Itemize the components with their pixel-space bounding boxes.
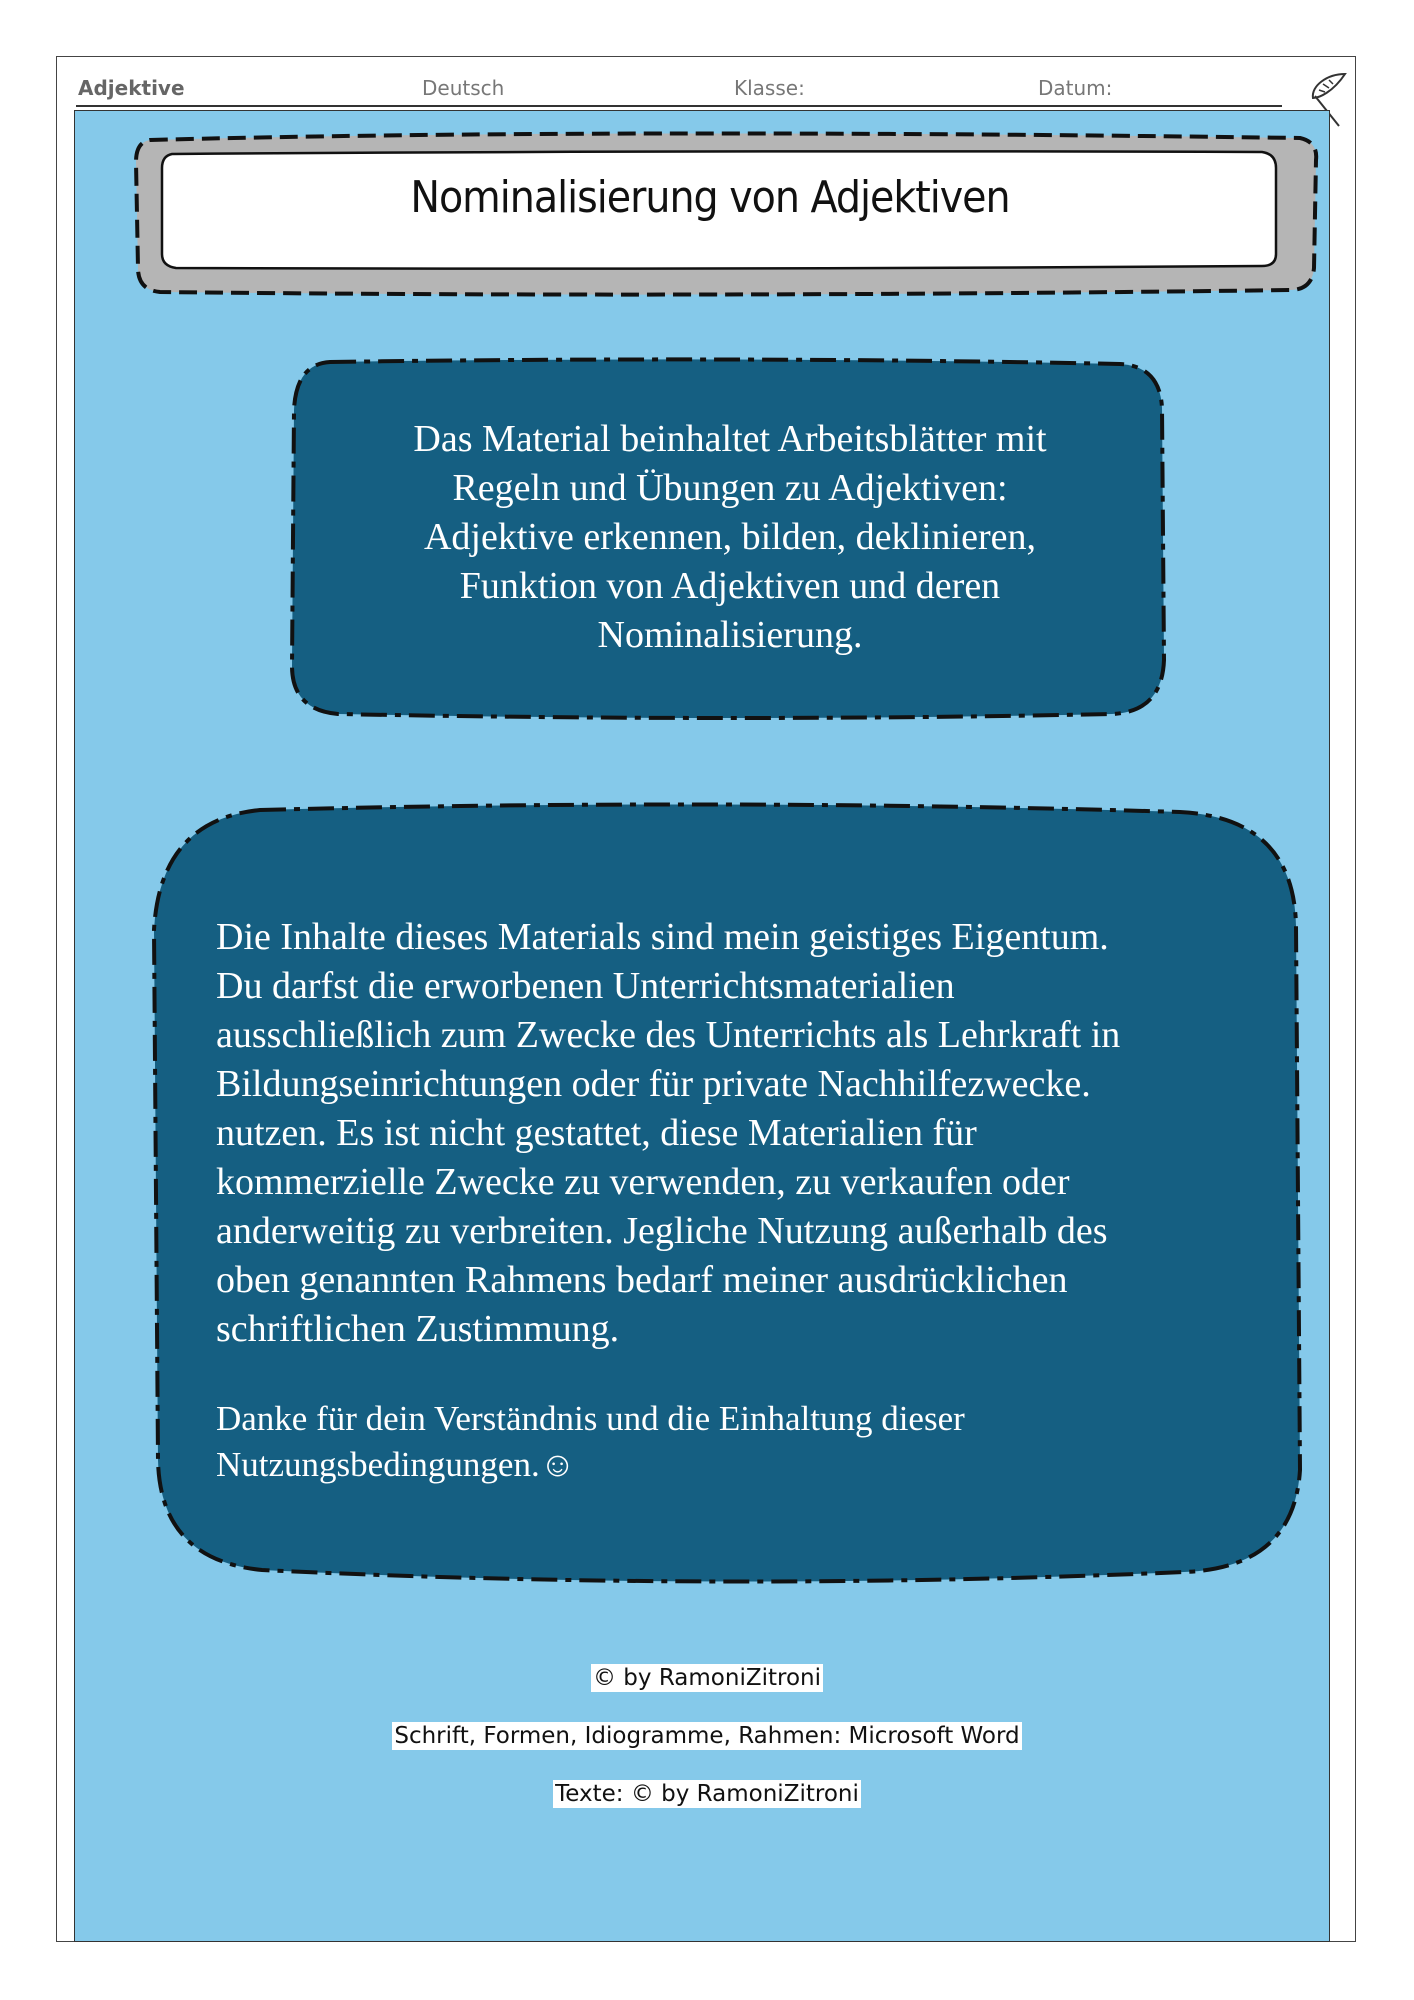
intro-line: Das Material beinhaltet Arbeitsblätter mit xyxy=(413,418,1047,460)
header-subject: Adjektive xyxy=(78,76,185,100)
intro-text xyxy=(310,415,1150,660)
terms-line: Bildungseinrichtungen oder für private Nachhilfezwecke. xyxy=(216,1063,1091,1105)
terms-text xyxy=(216,913,1256,1354)
page-title: Nominalisierung von Adjektiven xyxy=(410,172,1010,223)
terms-line: Du darfst die erworbenen Unterrichtsmaterialien xyxy=(216,965,955,1007)
intro-line: Nominalisierung. xyxy=(597,614,863,656)
intro-line: Funktion von Adjektiven und deren xyxy=(459,565,1001,607)
credit-tools xyxy=(0,1723,1414,1749)
credit-tools-text: Schrift, Formen, Idiogramme, Rahmen: Microsoft Word xyxy=(394,1723,1020,1749)
header-fach: Deutsch xyxy=(422,76,505,100)
thanks-text xyxy=(216,1396,1216,1488)
thanks-line: Nutzungsbedingungen.☺ xyxy=(216,1445,576,1484)
thanks-line: Danke für dein Verständnis und die Einhaltung dieser xyxy=(216,1399,965,1438)
credit-texts xyxy=(0,1781,1414,1807)
terms-line: nutzen. Es ist nicht gestattet, diese Materialien für xyxy=(216,1112,977,1154)
credit-author xyxy=(0,1665,1414,1691)
terms-line: Die Inhalte dieses Materials sind mein geistiges Eigentum. xyxy=(216,916,1109,958)
intro-line: Regeln und Übungen zu Adjektiven: xyxy=(452,467,1008,509)
header-datum: Datum: xyxy=(1038,76,1113,100)
terms-line: schriftlichen Zustimmung. xyxy=(216,1308,620,1350)
intro-line: Adjektive erkennen, bilden, deklinieren, xyxy=(423,516,1036,558)
credit-author-text: © by RamoniZitroni xyxy=(592,1665,821,1691)
credit-texts-text: Texte: © by RamoniZitroni xyxy=(555,1781,859,1807)
terms-line: oben genannten Rahmens bedarf meiner ausdrücklichen xyxy=(216,1259,1068,1301)
header-klasse: Klasse: xyxy=(734,76,805,100)
terms-line: kommerzielle Zwecke zu verwenden, zu verkaufen oder xyxy=(216,1161,1070,1203)
terms-line: ausschließlich zum Zwecke des Unterrichts als Lehrkraft in xyxy=(216,1014,1121,1056)
terms-line: anderweitig zu verbreiten. Jegliche Nutzung außerhalb des xyxy=(216,1210,1108,1252)
